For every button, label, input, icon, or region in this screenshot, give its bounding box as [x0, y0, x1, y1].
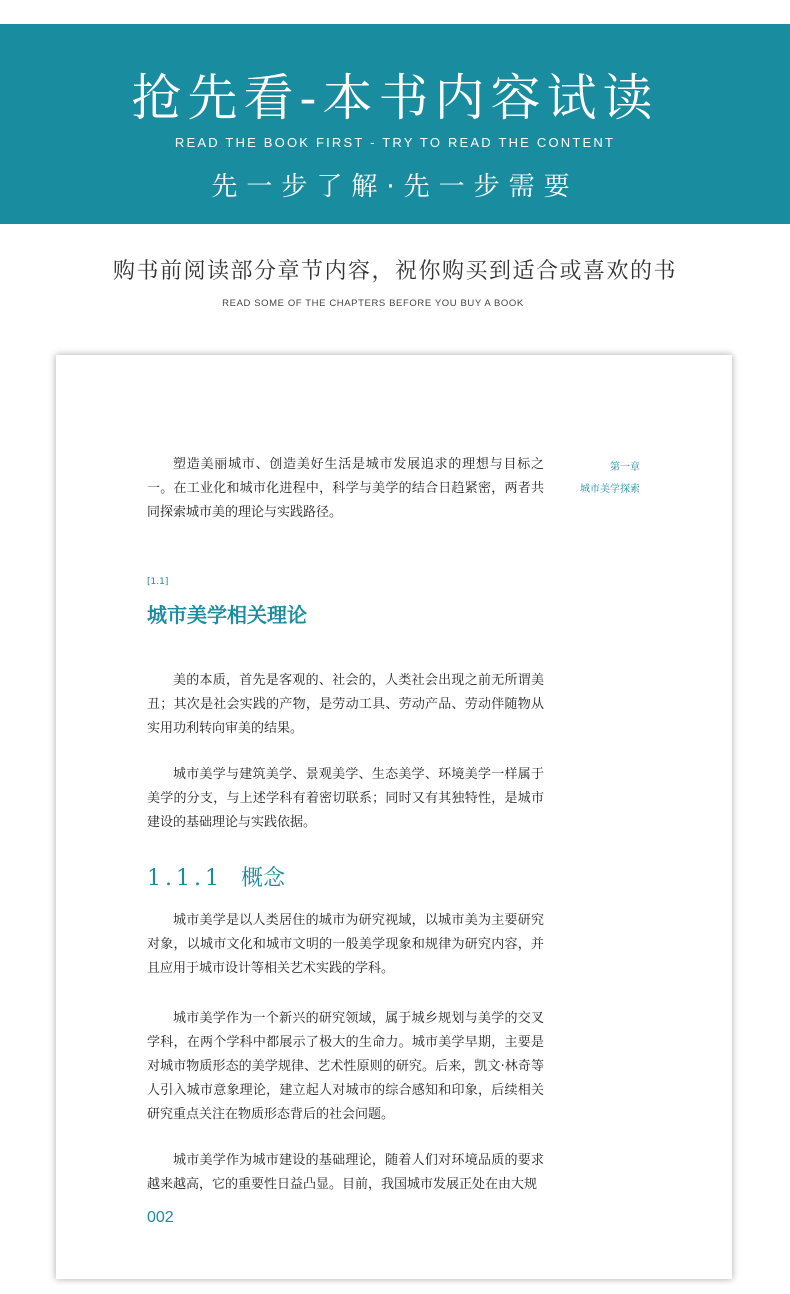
section-tag: [1.1] [147, 577, 169, 587]
section-paragraph-block-1 [147, 669, 544, 741]
subsection-paragraph: 城市美学作为城市建设的基础理论，随着人们对环境品质的要求越来越高，它的重要性日益凸显。目前，我国城市发展正处在由大规 [147, 1153, 544, 1192]
subsection-paragraph: 城市美学作为一个新兴的研究领域，属于城乡规划与美学的交叉学科，在两个学科中都展示了极大的生命力。城市美学早期，主要是对城市物质形态的美学规律、艺术性原则的研究。后来，凯文·林奇等人引入城市意象理论，建立起人对城市的综合感知和印象，后续相关研究重点关注在物质形态背后的社会问题。 [147, 1011, 544, 1122]
subsection-number: 1.1.1 [147, 866, 223, 891]
banner-subtitle-cn: 先一步了解·先一步需要 [211, 172, 579, 202]
section-paragraph: 城市美学与建筑美学、景观美学、生态美学、环境美学一样属于美学的分支，与上述学科有着密切联系；同时又有其独特性，是城市建设的基础理论与实践依据。 [147, 767, 544, 830]
header-banner [0, 24, 790, 224]
intro-paragraph-block [147, 453, 544, 525]
subsection-paragraph-block-2 [147, 1007, 544, 1127]
chapter-label: 第一章 [610, 462, 640, 473]
chapter-title: 城市美学探索 [580, 484, 640, 495]
subsection-paragraph-block-1 [147, 909, 544, 981]
intro-subtitle-en: READ SOME OF THE CHAPTERS BEFORE YOU BUY A BOOK [222, 298, 524, 309]
book-page [56, 355, 732, 1279]
chapter-sidebar [580, 457, 640, 501]
section-paragraph-block-2 [147, 763, 544, 835]
page-number: 002 [147, 1209, 174, 1226]
section-paragraph: 美的本质，首先是客观的、社会的，人类社会出现之前无所谓美丑；其次是社会实践的产物，是劳动工具、劳动产品、劳动伴随物从实用功利转向审美的结果。 [147, 673, 544, 736]
subsection-paragraph-block-3 [147, 1149, 544, 1197]
subsection-paragraph: 城市美学是以人类居住的城市为研究视域，以城市美为主要研究对象，以城市文化和城市文明的一般美学现象和规律为研究内容，并且应用于城市设计等相关艺术实践的学科。 [147, 913, 544, 976]
banner-title: 抢先看-本书内容试读 [131, 69, 659, 127]
banner-subtitle-en: READ THE BOOK FIRST - TRY TO READ THE CONTENT [174, 135, 616, 150]
section-title: 城市美学相关理论 [147, 603, 307, 627]
subsection-heading [147, 861, 285, 892]
intro-title: 购书前阅读部分章节内容，祝你购买到适合或喜欢的书 [112, 259, 677, 284]
intro-paragraph: 塑造美丽城市、创造美好生活是城市发展追求的理想与目标之一。在工业化和城市化进程中，科学与美学的结合日趋紧密，两者共同探索城市美的理论与实践路径。 [147, 457, 544, 520]
subsection-title: 概念 [240, 866, 285, 891]
